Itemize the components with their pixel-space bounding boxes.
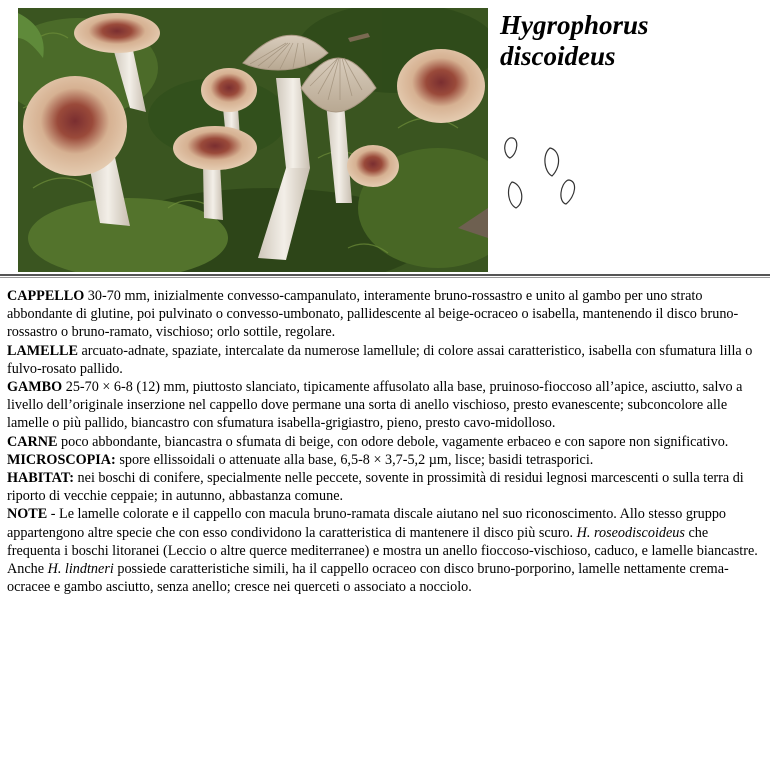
mushroom-photo: [18, 8, 488, 272]
section-body: nei boschi di conifere, specialmente nelle peccete, sovente in prossimità di residui legnosi marcescenti o sulla terra di riporto di vecchie ceppaie; in autunno, abbastanza comune.: [7, 470, 744, 505]
mushroom-photo-illustration: [18, 8, 488, 272]
species-name: H. roseodiscoideus: [576, 524, 685, 541]
section-note: [7, 505, 763, 596]
section-cappello: [7, 287, 763, 342]
section-microscopia: [7, 451, 763, 469]
section-label: CARNE: [7, 433, 58, 450]
species-epithet: discoideus: [500, 41, 616, 71]
section-body: spore ellissoidali o attenuate alla base, 6,5-8 × 3,7-5,2 µm, lisce; basidi tetrasporici.: [115, 451, 594, 468]
spore-drawing-icon: [498, 132, 588, 212]
section-body: 30-70 mm, inizialmente convesso-campanulato, interamente bruno-rossastro e unito al gambo per uno strato abbondante di glutine, poi pulvinato o convesso-umbonato, pallidescente al beige-ocraceo o isabella, mantenendo il disco bruno-rossastro o bruno-ramato, vischioso; orlo sottile, regolare.: [7, 288, 739, 341]
section-label: NOTE: [7, 506, 48, 523]
section-lamelle: [7, 342, 763, 378]
section-habitat: [7, 469, 763, 505]
spore-drawing: [498, 132, 588, 217]
section-body: possiede caratteristiche simili, ha il cappello ocraceo con disco bruno-porporino, lamelle nettamente crema-ocracee e gambo asciutto, senza anello; cresce nei querceti o associato a nocciolo.: [7, 561, 729, 596]
species-title: [500, 10, 760, 72]
section-label: GAMBO: [7, 379, 63, 396]
genus-name: Hygrophorus: [500, 10, 649, 40]
divider-line-secondary: [0, 277, 770, 278]
section-label: LAMELLE: [7, 342, 78, 359]
species-name: H. lindtneri: [47, 561, 114, 578]
section-body: - Le lamelle colorate e il cappello con macula bruno-ramata discale aiutano nel suo riconoscimento. Allo stesso gruppo appartengono altre specie che con esso condividono la caratteristica di mantenere il disco più scuro.: [7, 506, 727, 541]
section-label: HABITAT:: [7, 470, 74, 487]
section-label: CAPPELLO: [7, 288, 85, 304]
section-label: MICROSCOPIA:: [7, 451, 116, 468]
section-carne: [7, 433, 763, 451]
section-body: poco abbondante, biancastra o sfumata di beige, con odore debole, vagamente erbaceo e con sapore non significativo.: [57, 433, 729, 450]
section-body: 25-70 × 6-8 (12) mm, piuttosto slanciato, tipicamente affusolato alla base, pruinoso-fioccoso all’apice, asciutto, salvo a livello dell’originale inserzione nel cappello dove permane una sorta di anello vischioso, presto evanescente; subconcolore alle lamelle o più pallido, biancastro con sfumatura isabella-grigiastro, pieno, presto cavo-midolloso.: [7, 379, 743, 432]
description-text: [7, 287, 763, 596]
section-gambo: [7, 378, 763, 433]
divider-line: [0, 274, 770, 276]
section-body: che frequenta i boschi litoranei (Leccio o altre querce mediterranee) e mostra un anello fioccoso-vischioso, caduco, e lamelle biancastre. Anche: [7, 524, 758, 578]
section-body: arcuato-adnate, spaziate, intercalate da numerose lamellule; di colore assai caratteristico, isabella con sfumatura lilla o fulvo-rosato pallido.: [7, 342, 753, 377]
